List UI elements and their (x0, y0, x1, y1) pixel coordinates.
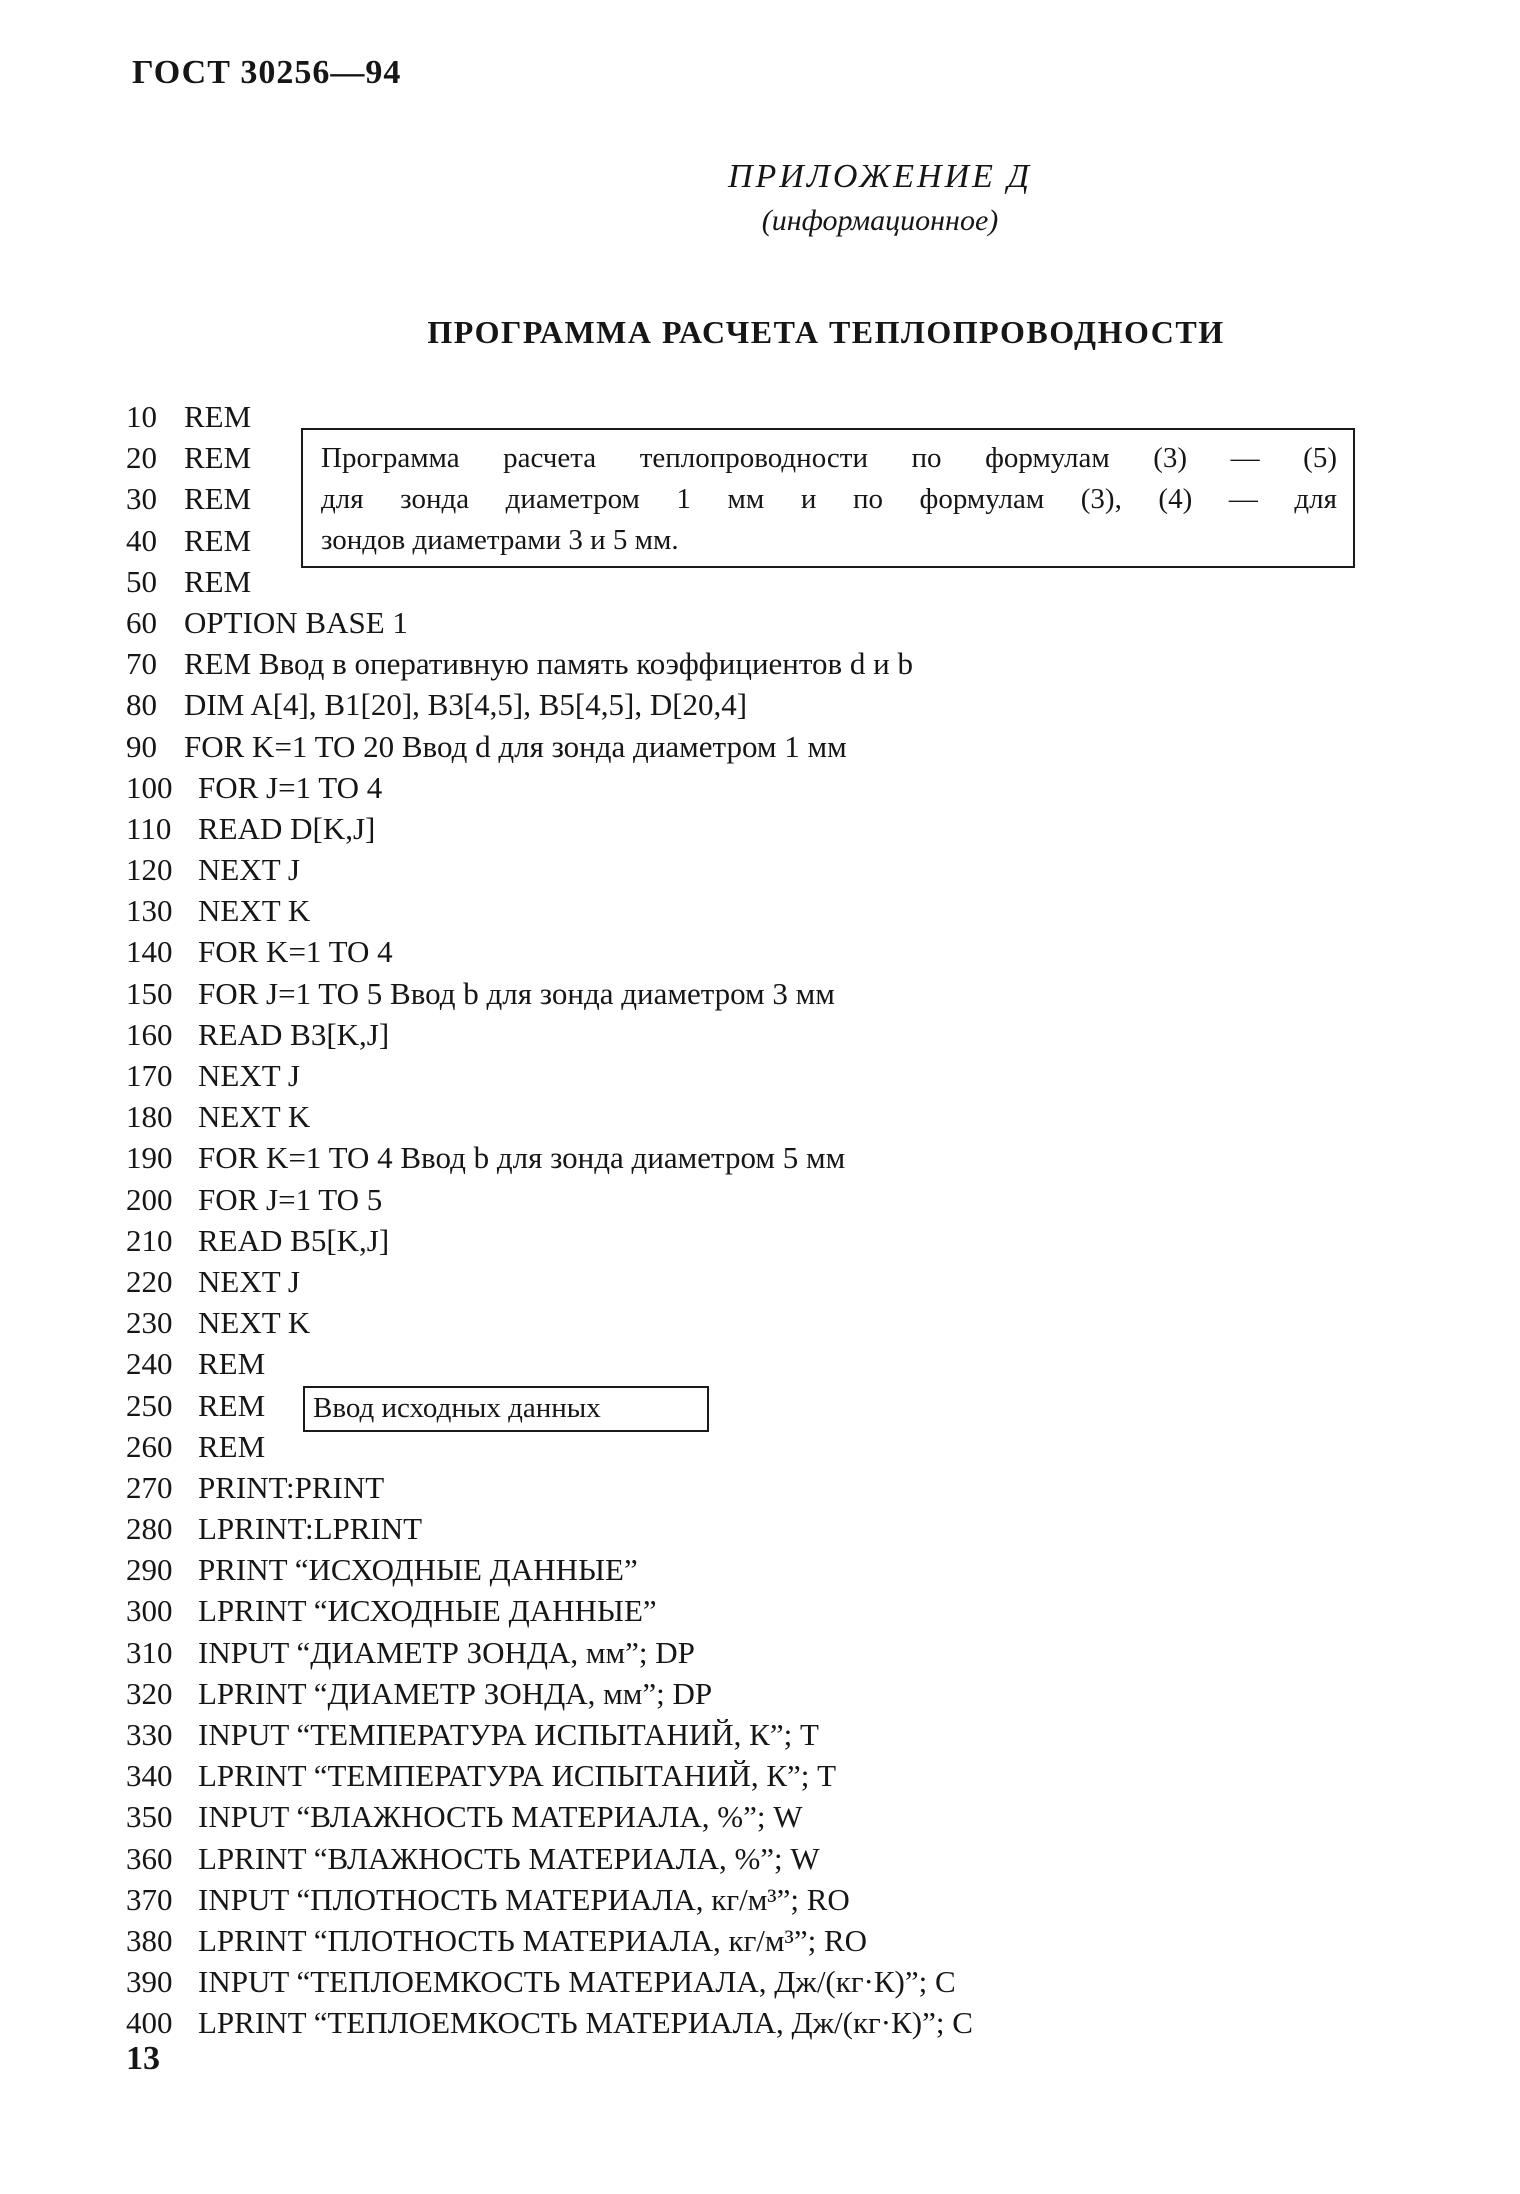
line-text: NEXT J (198, 1058, 300, 1093)
line-text: REM (198, 1428, 266, 1464)
line-number: 30 (126, 481, 157, 517)
code-line (126, 1961, 973, 2002)
code-line (126, 1467, 973, 1508)
line-number: 20 (126, 440, 157, 476)
line-text: LPRINT “ДИАМЕТР ЗОНДА, мм”; DP (198, 1675, 713, 1711)
page-title: ПРОГРАММА РАСЧЕТА ТЕПЛОПРОВОДНОСТИ (427, 314, 1225, 350)
code-line (126, 1838, 973, 1879)
line-text: PRINT:PRINT (198, 1469, 385, 1505)
line-text: REM (198, 1387, 266, 1423)
line-text: NEXT K (198, 893, 311, 929)
line-text: PRINT “ИСХОДНЫЕ ДАННЫЕ” (198, 1552, 638, 1588)
line-text: LPRINT:LPRINT (198, 1511, 423, 1547)
line-number: 200 (126, 1181, 173, 1217)
line-number: 140 (126, 934, 173, 970)
line-text: NEXT K (198, 1099, 311, 1135)
code-line (126, 602, 973, 643)
code-line (126, 1261, 973, 1302)
code-line (126, 1179, 973, 1220)
line-number: 270 (126, 1469, 173, 1505)
line-number: 320 (126, 1675, 173, 1711)
line-number: 390 (126, 1964, 173, 2000)
line-text: READ D[K,J] (198, 810, 376, 846)
line-number: 300 (126, 1593, 173, 1629)
line-number: 40 (126, 522, 157, 558)
line-number: 400 (126, 2005, 173, 2041)
code-line (126, 1632, 973, 1673)
line-number: 370 (126, 1881, 173, 1917)
code-line (126, 1714, 973, 1755)
line-number: 330 (126, 1717, 173, 1752)
code-line (126, 849, 973, 890)
code-line (126, 1055, 973, 1096)
code-line (126, 890, 973, 931)
line-number: 260 (126, 1428, 173, 1464)
line-text: DIM A[4], B1[20], B3[4,5], B5[4,5], D[20,4] (184, 687, 748, 723)
line-number: 70 (126, 646, 157, 682)
line-number: 340 (126, 1758, 173, 1794)
line-number: 250 (126, 1387, 173, 1423)
line-text: REM Ввод в оперативную память коэффициентов d и b (184, 646, 913, 682)
line-text: LPRINT “ИСХОДНЫЕ ДАННЫЕ” (198, 1593, 657, 1629)
code-line (126, 1096, 973, 1137)
line-text: INPUT “ПЛОТНОСТЬ МАТЕРИАЛА, кг/м³”; RO (198, 1881, 850, 1917)
line-number: 110 (126, 810, 172, 846)
code-line (126, 1549, 973, 1590)
code-line (126, 767, 973, 808)
code-line (126, 1220, 973, 1261)
input-data-box: Ввод исходных данных (303, 1386, 709, 1432)
program-listing (126, 396, 973, 2044)
line-number: 170 (126, 1058, 173, 1093)
code-line (126, 1590, 973, 1631)
code-line (126, 1014, 973, 1055)
line-text: FOR K=1 TO 4 (198, 934, 393, 970)
line-text: INPUT “ВЛАЖНОСТЬ МАТЕРИАЛА, %”; W (198, 1799, 803, 1835)
appendix-type: (информационное) (761, 204, 999, 237)
line-number: 50 (126, 563, 157, 599)
line-number: 160 (126, 1016, 173, 1052)
line-number: 80 (126, 687, 157, 723)
line-number: 180 (126, 1099, 173, 1135)
line-text: FOR K=1 TO 20 Ввод d для зонда диаметром 1 мм (184, 728, 847, 764)
code-line (126, 1302, 973, 1343)
line-text: READ B5[K,J] (198, 1222, 390, 1258)
line-number: 360 (126, 1840, 173, 1876)
line-text: REM (184, 563, 252, 599)
line-text: INPUT “ТЕПЛОЕМКОСТЬ МАТЕРИАЛА, Дж/(кг·К)”; C (198, 1964, 956, 2000)
line-text: NEXT K (198, 1305, 311, 1341)
line-number: 290 (126, 1552, 173, 1588)
line-text: LPRINT “ПЛОТНОСТЬ МАТЕРИАЛА, кг/м³”; RO (198, 1922, 868, 1958)
code-line (126, 726, 973, 767)
line-number: 240 (126, 1346, 173, 1382)
line-number: 150 (126, 975, 173, 1011)
code-line (126, 973, 973, 1014)
code-line (126, 2002, 973, 2043)
code-line (126, 1879, 973, 1920)
code-line (126, 1673, 973, 1714)
line-text: FOR J=1 TO 5 (198, 1181, 383, 1217)
line-number: 10 (126, 399, 157, 434)
line-text: INPUT “ДИАМЕТР ЗОНДА, мм”; DP (198, 1634, 695, 1670)
line-text: REM (184, 440, 252, 476)
line-text: LPRINT “ТЕПЛОЕМКОСТЬ МАТЕРИАЛА, Дж/(кг·К)”; C (198, 2005, 973, 2041)
code-line (126, 1920, 973, 1961)
code-line (126, 684, 973, 725)
code-line (126, 1755, 973, 1796)
code-line (126, 1343, 973, 1384)
line-text: FOR K=1 TO 4 Ввод b для зонда диаметром 5 мм (198, 1140, 846, 1176)
code-line (126, 931, 973, 972)
note-line: для зонда диаметром 1 мм и по формулам (3), (4) — для (321, 483, 1337, 515)
line-number: 220 (126, 1263, 173, 1299)
line-number: 130 (126, 893, 173, 929)
code-line (126, 1508, 973, 1549)
line-text: INPUT “ТЕМПЕРАТУРА ИСПЫТАНИЙ, К”; T (198, 1717, 819, 1752)
line-number: 210 (126, 1222, 173, 1258)
code-line (126, 808, 973, 849)
appendix-title: ПРИЛОЖЕНИЕ Д (727, 158, 1033, 195)
line-number: 100 (126, 769, 173, 805)
line-text: OPTION BASE 1 (184, 604, 408, 640)
code-line (126, 1137, 973, 1178)
line-number: 380 (126, 1922, 173, 1958)
line-text: READ B3[K,J] (198, 1016, 390, 1052)
line-number: 90 (126, 728, 157, 764)
line-text: NEXT J (198, 1263, 300, 1299)
line-text: REM (184, 522, 252, 558)
code-line (126, 1796, 973, 1837)
line-text: FOR J=1 TO 5 Ввод b для зонда диаметром 3 мм (198, 975, 835, 1011)
line-text: LPRINT “ВЛАЖНОСТЬ МАТЕРИАЛА, %”; W (198, 1840, 820, 1876)
line-number: 60 (126, 604, 157, 640)
note-line: Программа расчета теплопроводности по формулам (3) — (5) (321, 442, 1337, 474)
line-text: REM (184, 481, 252, 517)
document-code: ГОСТ 30256—94 (132, 54, 402, 91)
line-text: REM (184, 399, 252, 434)
line-text: FOR J=1 TO 4 (198, 769, 383, 805)
page-number: 13 (126, 2040, 160, 2077)
note-line: зондов диаметрами 3 и 5 мм. (321, 524, 679, 556)
line-text: REM (198, 1346, 266, 1382)
line-number: 280 (126, 1511, 173, 1547)
program-description-box (301, 428, 1355, 568)
line-number: 310 (126, 1634, 173, 1670)
line-text: LPRINT “ТЕМПЕРАТУРА ИСПЫТАНИЙ, К”; T (198, 1758, 837, 1794)
line-text: NEXT J (198, 852, 300, 888)
line-number: 120 (126, 852, 173, 888)
code-line (126, 643, 973, 684)
line-number: 190 (126, 1140, 173, 1176)
line-number: 350 (126, 1799, 173, 1835)
line-number: 230 (126, 1305, 173, 1341)
